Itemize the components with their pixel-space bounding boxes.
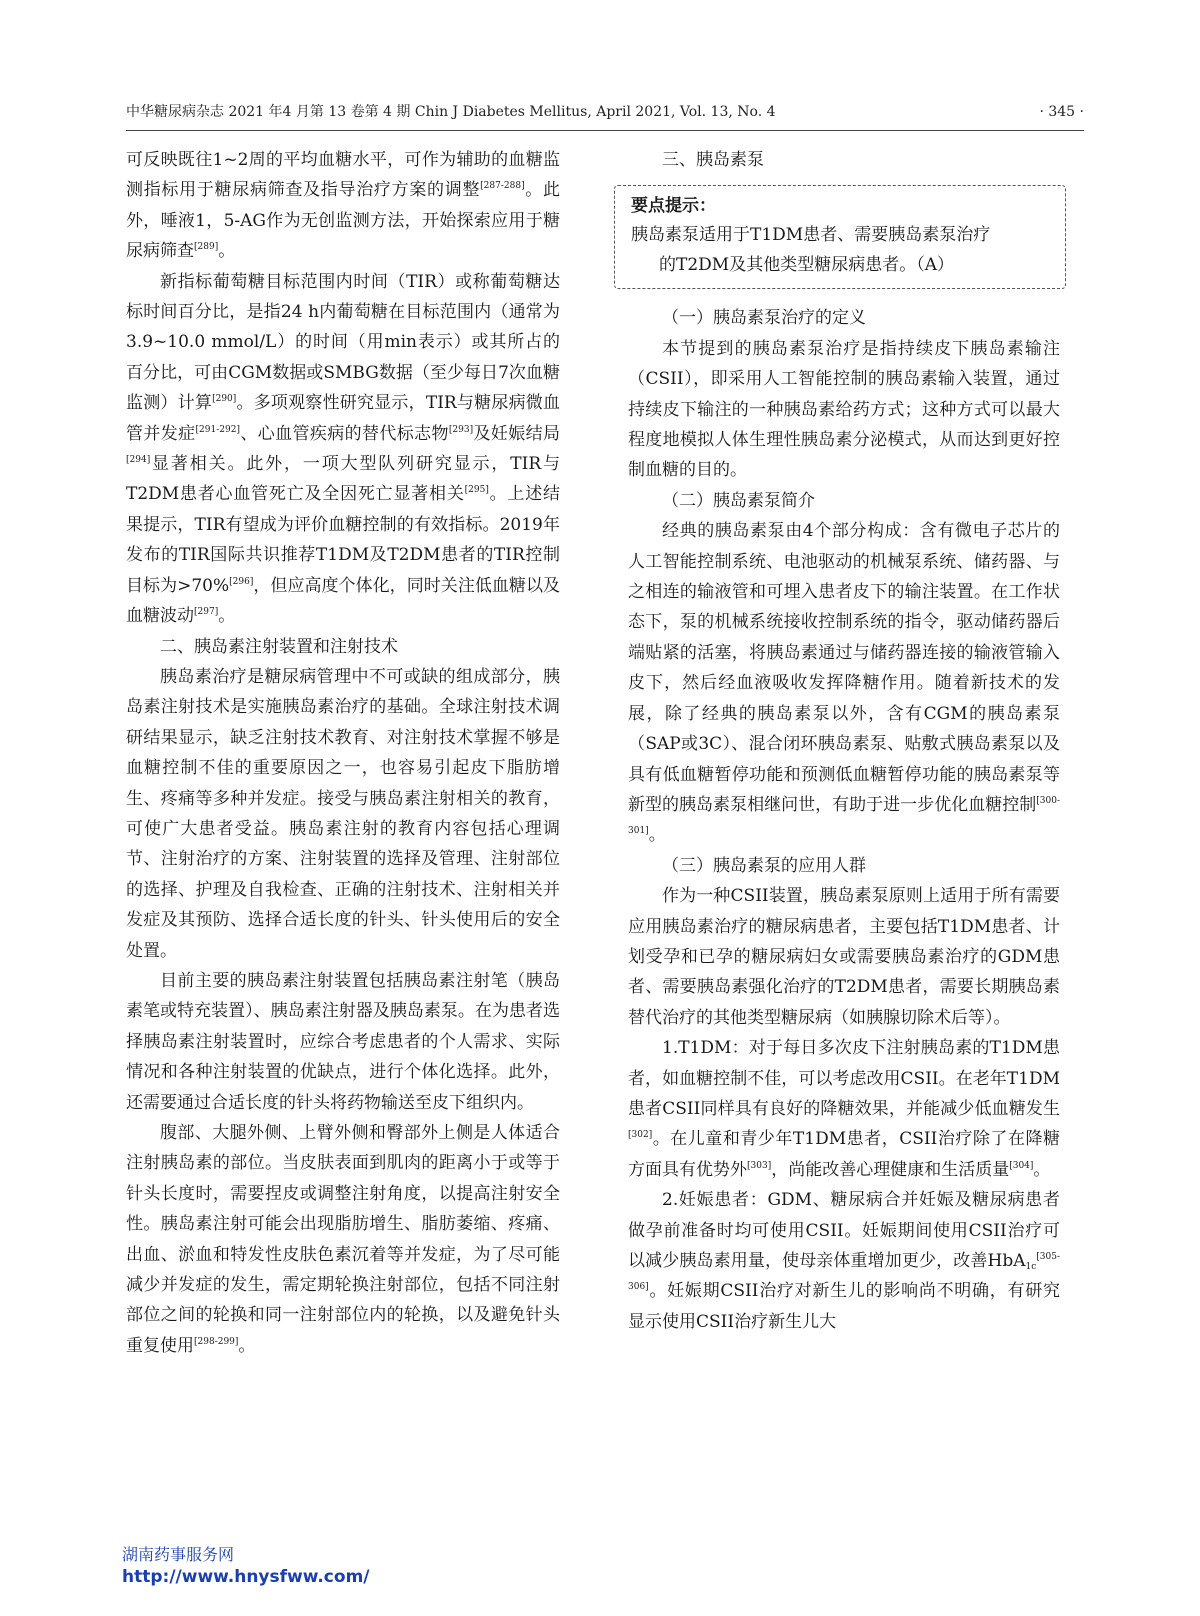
watermark-name: 湖南药事服务网 (122, 1545, 235, 1564)
citation[interactable]: [293] (448, 424, 474, 435)
right-column (628, 145, 1060, 1337)
key-points-title: 要点提示： (631, 196, 716, 217)
paragraph-1: 可反映既往1~2周的平均血糖水平，可作为辅助的血糖监测指标用于糖尿病筛查及指导治疗方案的调整[287-288]。此外，唾液1，5-AG作为无创监测方法，开始探索应用于糖尿病筛查[289]。 (126, 150, 561, 262)
section-heading-2: 二、胰岛素注射装置和注射技术 (160, 636, 398, 657)
running-header (126, 100, 1084, 124)
citation[interactable]: [305-306] (628, 1252, 1060, 1293)
key-points-box (614, 185, 1066, 289)
citation[interactable]: [302] (628, 1130, 653, 1141)
paragraph-pregnancy: 2.妊娠患者：GDM、糖尿病合并妊娠及糖尿病患者做孕前准备时均可使用CSII。妊娠期间使用CSII治疗可以减少胰岛素用量，使母亲体重增加更少，改善HbA$_{1c}$[305-306]。妊娠期CSII治疗对新生儿的影响尚不明确，有研究显示使用CSII治疗新生儿大 (628, 1190, 1060, 1332)
paragraph-5: 腹部、大腿外侧、上臂外侧和臀部外上侧是人体适合注射胰岛素的部位。当皮肤表面到肌肉的距离小于或等于针头长度时，需要捏皮或调整注射角度，以提高注射安全性。胰岛素注射可能会出现脂肪增生、脂肪萎缩、疼痛、出血、淤血和特发性皮肤色素沉着等并发症，为了尽可能减少并发症的发生，需定期轮换注射部位，包括不同注射部位之间的轮换和同一注射部位内的轮换，以及避免针头重复使用[298-299]。 (126, 1123, 560, 1356)
citation[interactable]: [295] (464, 485, 489, 496)
paragraph-2: 新指标葡萄糖目标范围内时间（TIR）或称葡萄糖达标时间百分比，是指24 h内葡萄糖在目标范围内（通常为3.9~10.0 mmol/L）的时间（用min表示）或其所占的百分比，可由CGM数据或SMBG数据（至少每日7次血糖监测）计算[290]。多项观察性研究显示，TIR与糖尿病微血管并发症[291-292]、心血管疾病的替代标志物[293]及妊娠结局[294]显著相关。此外，一项大型队列研究显示，TIR与T2DM患者心血管死亡及全因死亡显著相关[295]。上述结果提示，TIR有望成为评价血糖控制的有效指标。2019年发布的TIR国际共识推荐T1DM及T2DM患者的TIR控制目标为>70%[296]，但应高度个体化，同时关注低血糖以及血糖波动[297]。 (126, 271, 561, 627)
citation[interactable]: [290] (212, 394, 237, 405)
citation[interactable]: [303] (747, 1160, 772, 1171)
subsection-heading-2: （二）胰岛素泵简介 (662, 490, 815, 511)
citation[interactable]: [296] (229, 576, 254, 587)
paragraph-3: 胰岛素治疗是糖尿病管理中不可或缺的组成部分，胰岛素注射技术是实施胰岛素治疗的基础。全球注射技术调研结果显示，缺乏注射技术教育、对注射技术掌握不够是血糖控制不佳的重要原因之一，也容易引起皮下脂肪增生、疼痛等多种并发症。接受与胰岛素注射相关的教育，可使广大患者受益。胰岛素注射的教育内容包括心理调节、注射治疗的方案、注射装置的选择及管理、注射部位的选择、护理及自我检查、正确的注射技术、注射相关并发症及其预防、选择合适长度的针头、针头使用后的安全处置。 (126, 666, 560, 961)
header-rule (126, 130, 1084, 131)
subsection-heading-1: （一）胰岛素泵治疗的定义 (662, 308, 866, 329)
paragraph-population: 作为一种CSII装置，胰岛素泵原则上适用于所有需要应用胰岛素治疗的糖尿病患者，主要包括T1DM患者、计划受孕和已孕的糖尿病妇女或需要胰岛素治疗的GDM患者、需要胰岛素强化治疗的T2DM患者，需要长期胰岛素替代治疗的其他类型糖尿病（如胰腺切除术后等）。 (628, 886, 1060, 1028)
paragraph-definition: 本节提到的胰岛素泵治疗是指持续皮下胰岛素输注（CSII），即采用人工智能控制的胰岛素输入装置，通过持续皮下输注的一种胰岛素给药方式；这种方式可以最大程度地模拟人体生理性胰岛素分泌模式，从而达到更好控制血糖的目的。 (628, 338, 1060, 481)
paragraph-t1dm: 1.T1DM：对于每日多次皮下注射胰岛素的T1DM患者，如血糖控制不佳，可以考虑改用CSII。在老年T1DM患者CSII同样具有良好的降糖效果，并能减少低血糖发生[302]。在儿童和青少年T1DM患者，CSII治疗除了在降糖方面具有优势外[303]，尚能改善心理健康和生活质量[304]。 (628, 1038, 1060, 1180)
paragraph-introduction: 经典的胰岛素泵由4个部分构成：含有微电子芯片的人工智能控制系统、电池驱动的机械泵系统、储药器、与之相连的输液管和可埋入患者皮下的输注装置。在工作状态下，泵的机械系统接收控制系统的指令，驱动储药器后端贴紧的活塞，将胰岛素通过与储药器连接的输液管输入皮下，然后经血液吸收发挥降糖作用。随着新技术的发展，除了经典的胰岛素泵以外，含有CGM的胰岛素泵（SAP或3C）、混合闭环胰岛素泵、贴敷式胰岛素泵以及具有低血糖暂停功能和预测低血糖暂停功能的胰岛素泵等新型的胰岛素泵相继问世，有助于进一步优化血糖控制[300-301]。 (628, 521, 1060, 846)
citation[interactable]: [298-299] (194, 1336, 239, 1347)
paragraph-4: 目前主要的胰岛素注射装置包括胰岛素注射笔（胰岛素笔或特充装置）、胰岛素注射器及胰岛素泵。在为患者选择胰岛素注射装置时，应综合考虑患者的个人需求、实际情况和各种注射装置的优缺点，进行个体化选择。此外，还需要通过合适长度的针头将药物输送至皮下组织内。 (126, 970, 560, 1113)
citation[interactable]: [287-288] (480, 181, 525, 192)
key-points-line-2: 的T2DM及其他类型糖尿病患者。（A） (659, 255, 954, 276)
section-heading-3: 三、胰岛素泵 (662, 150, 764, 170)
watermark-link[interactable]: http://www.hnysfww.com/ (122, 1567, 370, 1587)
page-number: · 345 · (1039, 104, 1084, 120)
subsection-heading-3: （三）胰岛素泵的应用人群 (662, 855, 866, 876)
journal-citation: 中华糖尿病杂志 2021 年4 月第 13 卷第 4 期 Chin J Diabetes Mellitus, April 2021, Vol. 13, No. 4 (126, 104, 776, 120)
citation[interactable]: [291-292] (195, 424, 240, 435)
left-column (126, 145, 560, 1361)
key-points-line-1: 胰岛素泵适用于T1DM患者、需要胰岛素泵治疗 (631, 225, 991, 246)
site-watermark (122, 1544, 370, 1588)
citation[interactable]: [297] (194, 607, 219, 618)
citation[interactable]: [289] (194, 242, 219, 253)
citation[interactable]: [304] (1009, 1160, 1034, 1171)
citation[interactable]: [294] (126, 455, 151, 466)
citation[interactable]: [300-301] (628, 795, 1060, 837)
